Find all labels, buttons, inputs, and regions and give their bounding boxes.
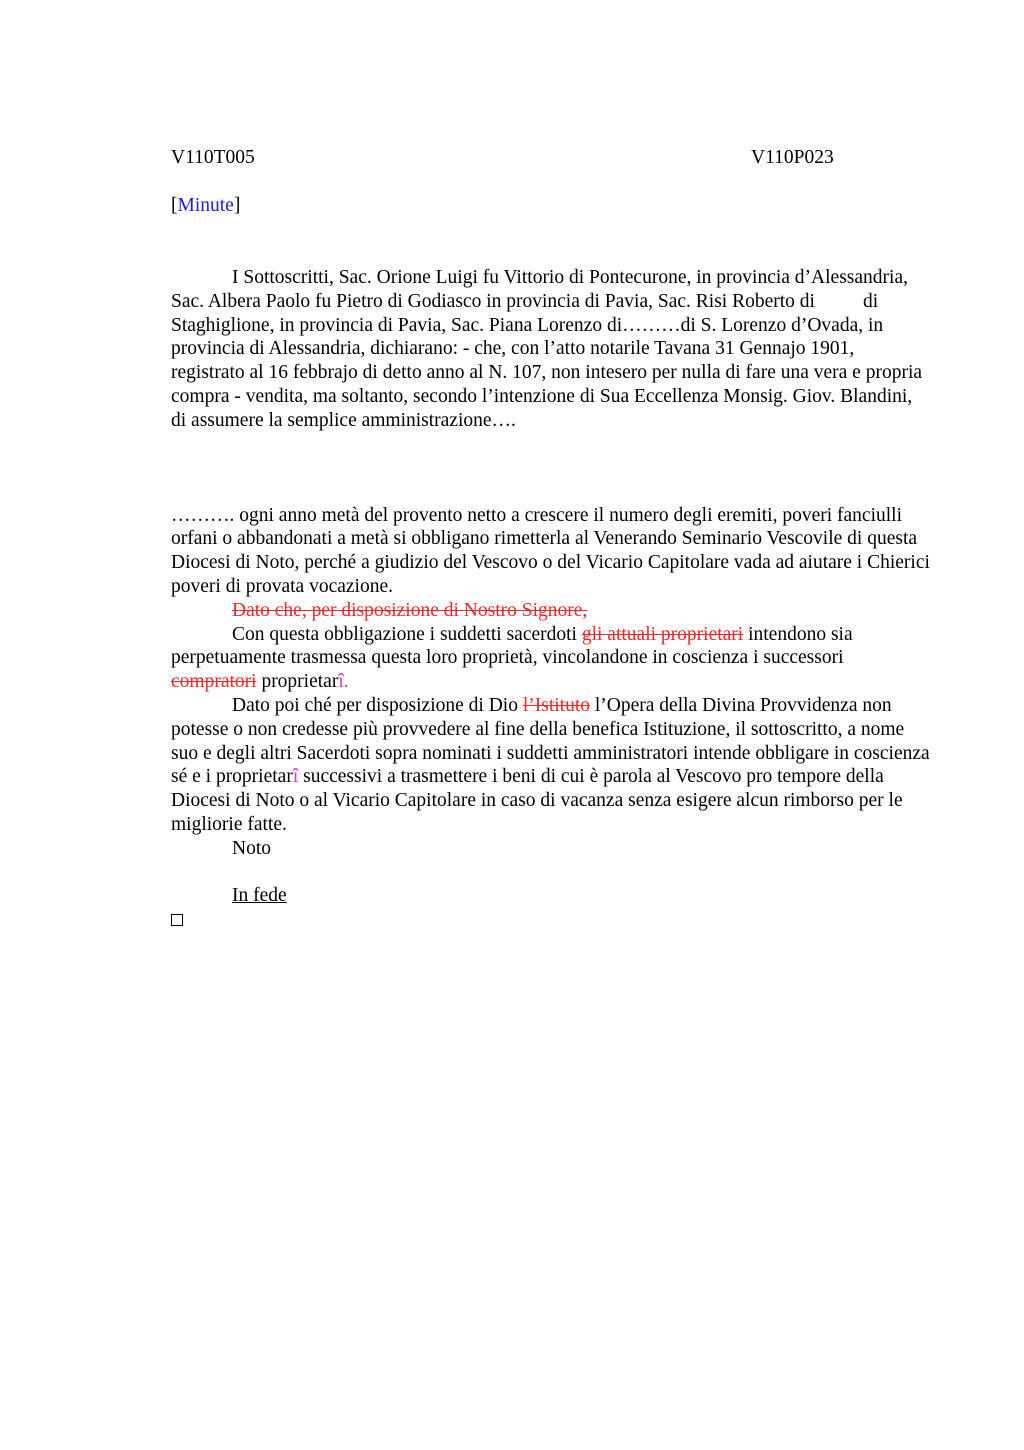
obligation-part1: Con questa obbligazione i suddetti sacerdoti [232, 623, 577, 645]
document-code-left: V110T005 [171, 147, 255, 168]
obligation-part3: proprietar [261, 671, 339, 693]
header-codes [171, 146, 931, 170]
paragraph-obligation [171, 623, 931, 694]
closing-text: In fede [232, 885, 287, 907]
deleted-text: l’Istituto [522, 694, 590, 716]
paragraph-proceeds: ………. ogni anno metà del provento netto a crescere il numero degli eremiti, poveri fanciulli orfani o abbandonati a metà si obbligano rimetterla al Venerando Seminario Vescovile di questa Diocesi di Noto, perché a giudizio del Vescovo o del Vicario Capitolare vada ad aiutare i Chierici poveri di provata vocazione. [171, 504, 930, 597]
paragraph-provision [171, 694, 931, 837]
paragraph-declaration [171, 266, 931, 433]
provision-part3: successivi a trasmettere i beni di cui è parola al Vescovo pro tempore della Diocesi di Noto o al Vicario Capitolare in caso di vacanza senza esigere alcun rimborso per le migliorie fatte. [171, 766, 903, 835]
minute-link[interactable]: Minute [177, 195, 234, 216]
deleted-text: gli attuali proprietari [581, 623, 744, 645]
bracket-open: [ [171, 195, 178, 216]
provision-part1: Dato poi ché per disposizione di Dio [232, 694, 518, 716]
paragraph-declaration-part1: I Sottoscritti, Sac. Orione Luigi fu Vittorio di Pontecurone, in provincia d’Alessandria, Sac. Albera Paolo fu Pietro di Godiasco in provincia di Pavia, Sac. Risi Roberto di [171, 267, 908, 312]
checkbox-row [171, 908, 931, 932]
paragraph-declaration-part2: di Staghiglione, in provincia di Pavia, Sac. Piana Lorenzo di………di S. Lorenzo d’Ovada, in provincia di Alessandria, dichiarano: - che, con l’atto notarile Tavana 31 Gennajo 1901, registrato al 16 febbrajo di detto anno al N. 107, non intesero per nulla di fare una vera e propria compra - vendita, ma soltanto, secondo l’intenzione di Sua Eccellenza Monsig. Giov. Blandini, di assumere la semplice amministrazione…. [171, 290, 923, 431]
document-page [171, 146, 931, 932]
provision-part2: l’Opera della Divina Provvidenza non potesse o non credesse più provvedere al fine della benefica Istituzione, il sottoscritto, a nome suo e degli altri Sacerdoti sopra nominati i suddetti amministratori intende obbligare in coscienza sé e i proprietar [171, 694, 930, 788]
obligation-part2: intendono sia perpetuamente trasmessa questa loro proprietà, vincolandone in coscienza i successori [171, 623, 853, 669]
place-line: Noto [232, 837, 271, 859]
struck-line [171, 599, 931, 623]
bracket-close: ] [233, 195, 241, 216]
checkbox-icon [171, 914, 183, 926]
inserted-accent: î [292, 766, 299, 788]
deleted-text: Dato che, per disposizione di Nostro Signore, [232, 599, 588, 621]
deleted-text: compratori [171, 671, 257, 693]
closing-line [171, 884, 931, 908]
minute-label-line [171, 194, 931, 218]
inserted-period: . [343, 671, 349, 693]
document-code-right: V110P023 [751, 147, 834, 168]
blank-line [171, 861, 931, 885]
inserted-accent: î [338, 671, 344, 693]
